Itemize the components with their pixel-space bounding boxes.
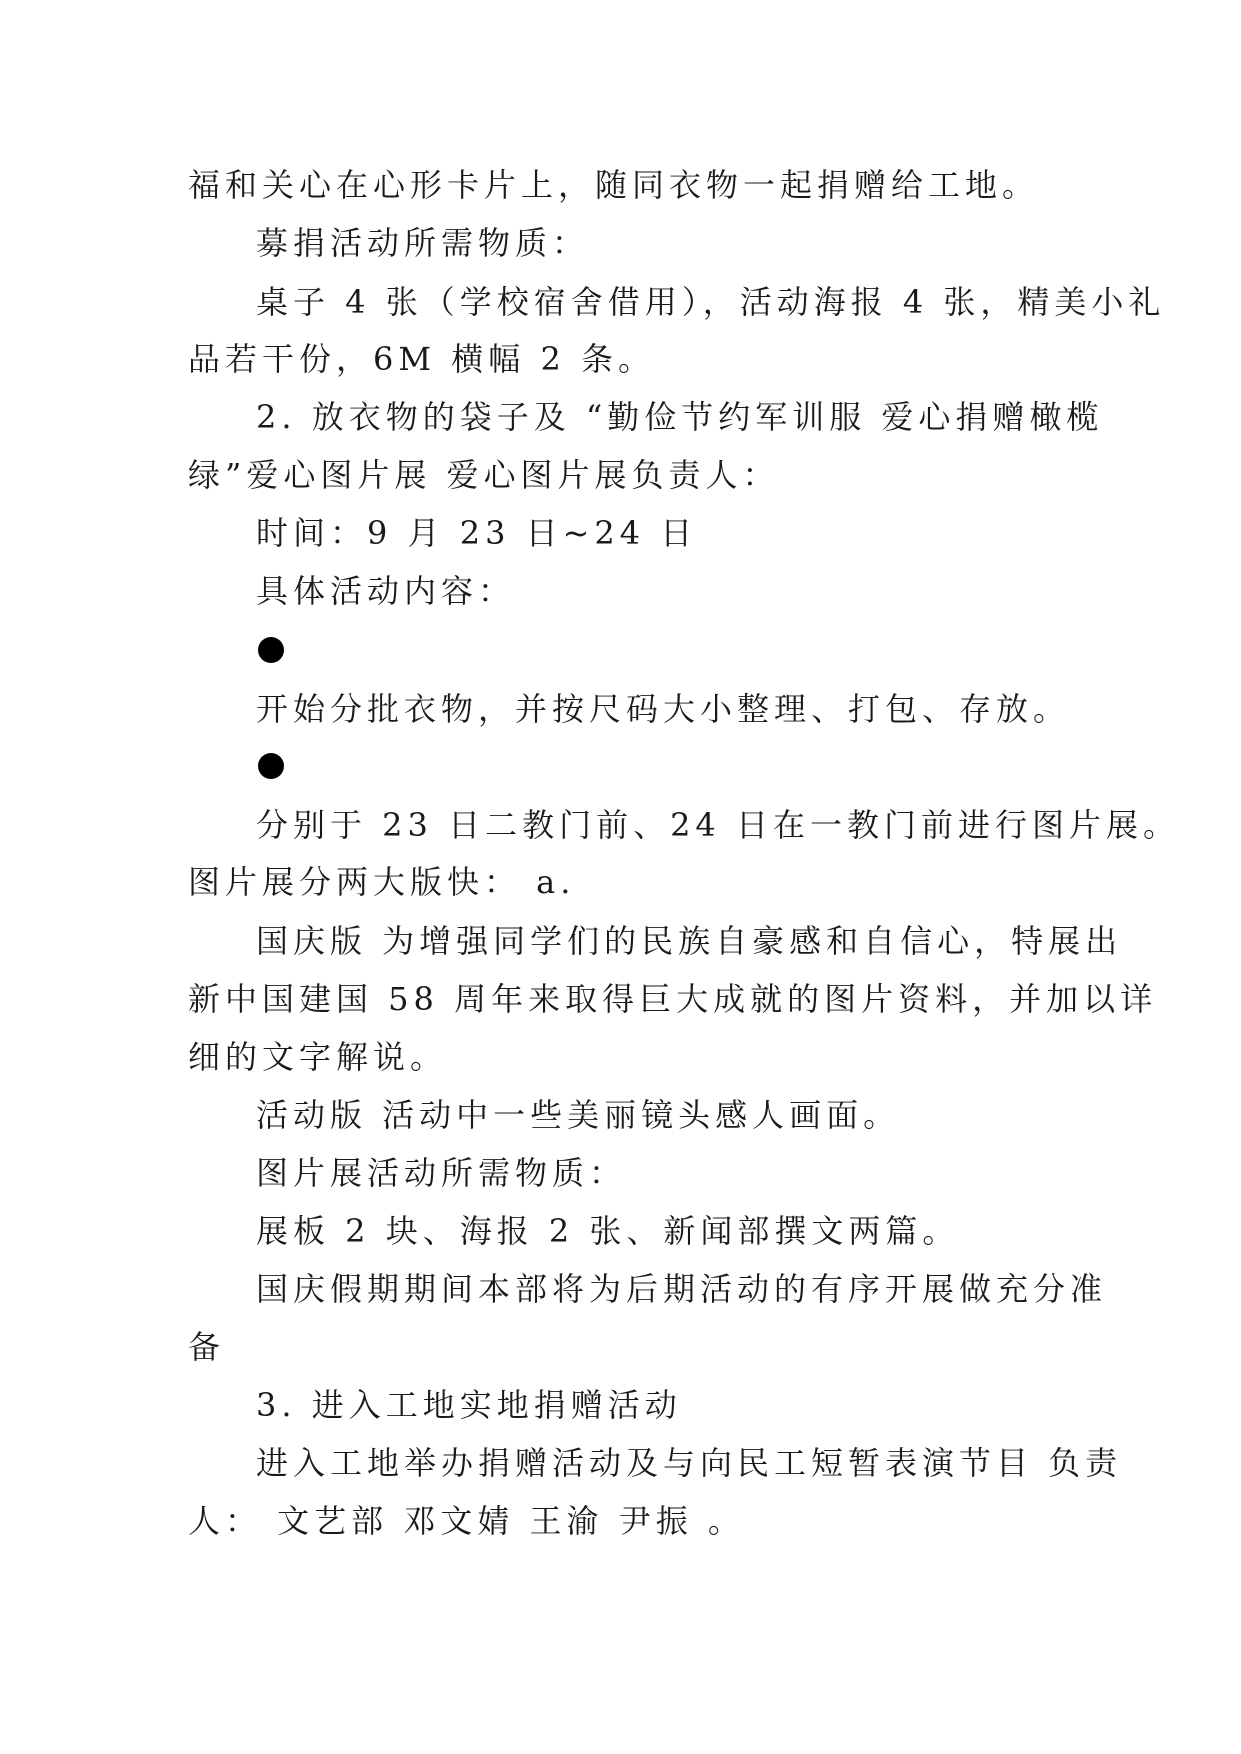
paragraph-line: 备 bbox=[188, 1328, 226, 1366]
paragraph-line: 绿”爱心图片展 爱心图片展负责人： bbox=[188, 456, 780, 494]
paragraph-line: 细的文字解说。 bbox=[188, 1038, 448, 1076]
paragraph-line: 新中国建国 58 周年来取得巨大成就的图片资料，并加以详 bbox=[188, 980, 1158, 1018]
paragraph-line: 开始分批衣物，并按尺码大小整理、打包、存放。 bbox=[256, 690, 1071, 728]
paragraph-line: 具体活动内容： bbox=[256, 572, 516, 610]
paragraph-line: 募捐活动所需物质： bbox=[256, 224, 590, 262]
paragraph-line: 展板 2 块、海报 2 张、新闻部撰文两篇。 bbox=[256, 1212, 960, 1250]
paragraph-line: 福和关心在心形卡片上，随同衣物一起捐赠给工地。 bbox=[188, 166, 1040, 204]
paragraph-line: 时间：9 月 23 日~24 日 bbox=[256, 514, 698, 552]
paragraph-line: 分别于 23 日二教门前、24 日在一教门前进行图片展。 bbox=[256, 806, 1180, 844]
section-heading-3: 3. 进入工地实地捐赠活动 bbox=[256, 1386, 682, 1424]
paragraph-line: 活动版 活动中一些美丽镜头感人画面。 bbox=[256, 1096, 901, 1134]
paragraph-line: 国庆版 为增强同学们的民族自豪感和自信心，特展出 bbox=[256, 922, 1123, 960]
bullet-icon bbox=[258, 753, 284, 779]
paragraph-line: 国庆假期期间本部将为后期活动的有序开展做充分准 bbox=[256, 1270, 1108, 1308]
paragraph-line: 桌子 4 张（学校宿舍借用），活动海报 4 张，精美小礼 bbox=[256, 283, 1166, 321]
paragraph-line: 图片展活动所需物质： bbox=[256, 1154, 627, 1192]
paragraph-line: 图片展分两大版快： a. bbox=[188, 863, 576, 901]
bullet-icon bbox=[258, 637, 284, 663]
paragraph-line: 人： 文艺部 邓文婧 王渝 尹振 。 bbox=[188, 1502, 745, 1540]
paragraph-line: 品若干份，6M 横幅 2 条。 bbox=[188, 340, 656, 378]
paragraph-line: 进入工地举办捐赠活动及与向民工短暂表演节目 负责 bbox=[256, 1444, 1123, 1482]
section-heading-2: 2. 放衣物的袋子及 “勤俭节约军训服 爱心捐赠橄榄 bbox=[256, 398, 1104, 436]
